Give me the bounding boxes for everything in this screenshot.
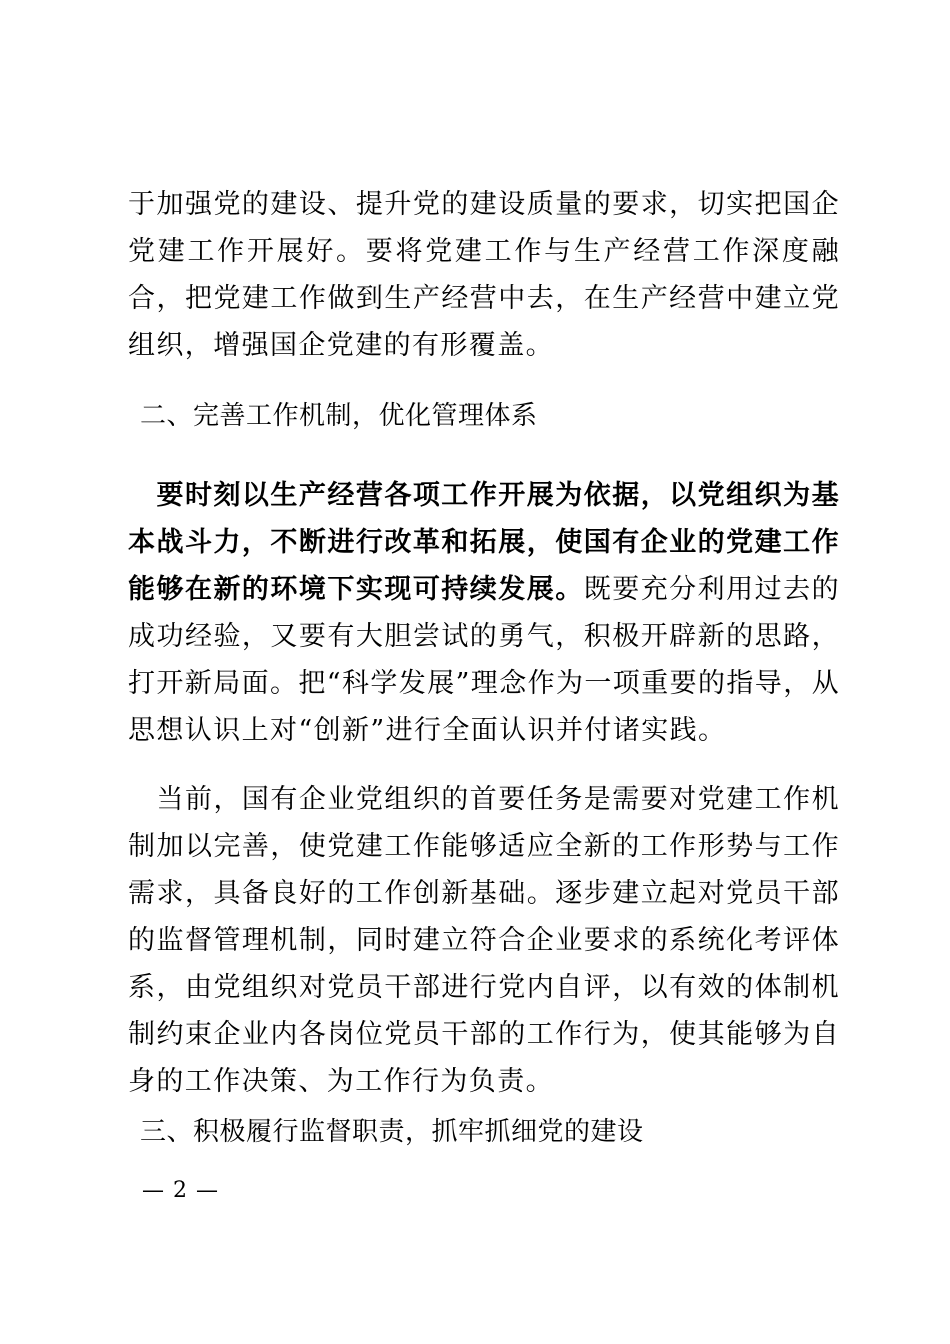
body-paragraph-1: 于加强党的建设、提升党的建设质量的要求，切实把国企党建工作开展好。要将党建工作与生产经营工作深度融合，把党建工作做到生产经营中去，在生产经营中建立党组织，增强国企党建的有形覆盖。 (128, 189, 840, 361)
paragraph-3-text: 当前，国有企业党组织的首要任务是需要对党建工作机制加以完善，使党建工作能够适应全新的工作形势与工作需求，具备良好的工作创新基础。逐步建立起对党员干部的监督管理机制，同时建立符合企业要求的系统化考评体系，由党组织对党员干部进行党内自评，以有效的体制机制约束企业内各岗位党员干部的工作行为，使其能够为自身的工作决策、为工作行为负责。 (128, 784, 840, 1097)
section-heading-3: 三、积极履行监督职责，抓牢抓细党的建设 (140, 1117, 644, 1147)
body-paragraph-3 (128, 776, 840, 1105)
body-paragraph-2 (128, 472, 840, 754)
section-heading-2: 二、完善工作机制，优化管理体系 (140, 401, 538, 431)
paragraph-2-bold-lead: 要时刻以生产经营各项工作开展为依据，以党组织为基本战斗力，不断进行改革和拓展，使国有企业的党建工作能够在新的环境下实现可持续发展。 (128, 480, 840, 605)
page-number: — 2 — (142, 1178, 219, 1203)
paragraph-2-body: 既要充分利用过去的成功经验，又要有大胆尝试的勇气，积极开辟新的思路，打开新局面。把“科学发展”理念作为一项重要的指导，从思想认识上对“创新”进行全面认识并付诸实践。 (128, 574, 841, 746)
